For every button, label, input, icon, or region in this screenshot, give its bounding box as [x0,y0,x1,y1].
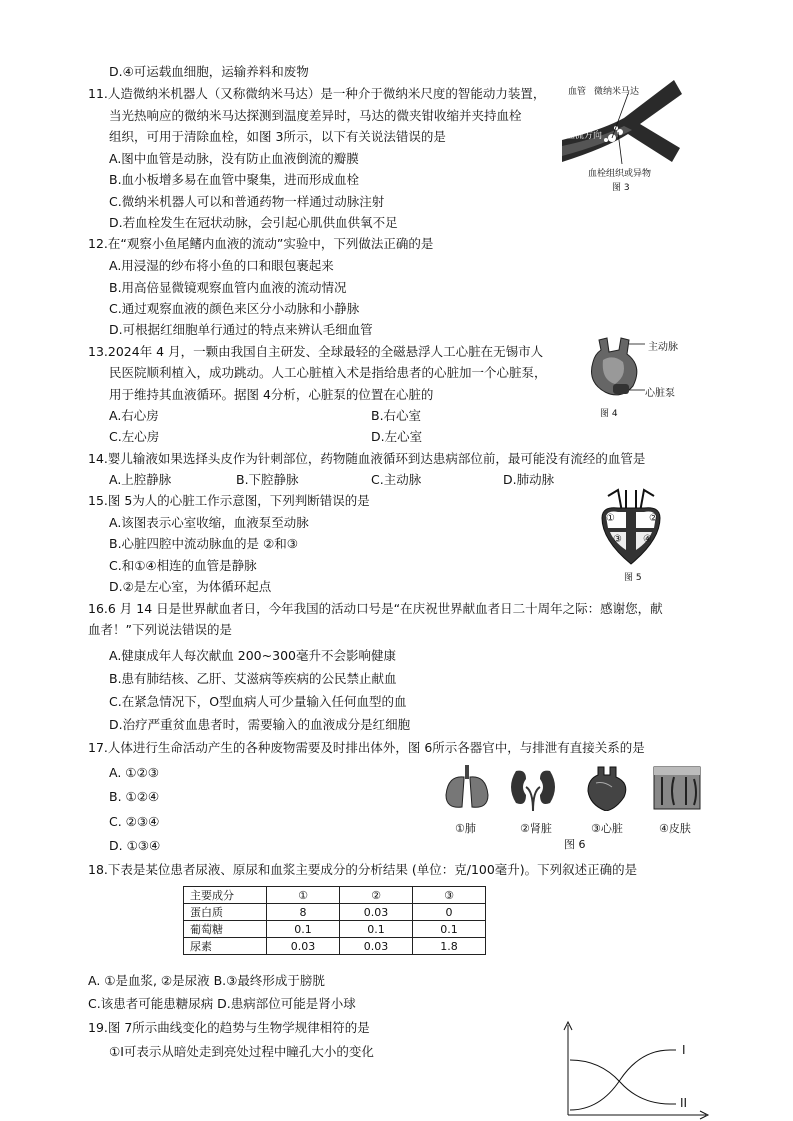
q13-option-a: A.右心房 [109,408,159,423]
table-cell: 0.1 [267,921,340,938]
table-cell: 0.03 [267,938,340,955]
q11-stem-2: 当光热响应的微纳米马达探测到温度差异时，马达的微夹钳收缩并夹持血栓 [109,108,522,123]
table-cell: 0.1 [413,921,486,938]
q17-stem: 17.人体进行生命活动产生的各种废物需要及时排出体外，图 6所示各器官中，与排泄有直接关系的是 [88,740,645,755]
q16-option-d: D.治疗严重贫血患者时，需要输入的血液成分是红细胞 [109,717,411,732]
q17-option-c: C. ②③④ [109,814,160,829]
heart-icon [582,765,632,811]
q18-table [183,886,486,955]
table-row [184,921,486,938]
table-header-cell: ① [267,887,340,904]
fig7-label-i: I [682,1043,686,1057]
table-header-cell: 主要成分 [184,887,267,904]
table-header-row [184,887,486,904]
fig3-label-clot: 血栓组织或异物 [588,169,652,179]
figure-7-curves [560,1020,720,1120]
fig4-label-pump: 心脏泵 [645,388,675,399]
q13-stem-1: 13.2024年 4 月，一颗由我国自主研发、全球最轻的全磁悬浮人工心脏在无锡市人 [88,344,544,359]
q14-option-c: C.主动脉 [371,472,422,487]
q14-stem: 14.婴儿输液如果选择头皮作为针刺部位，药物随血液循环到达患病部位前，最可能没有流经的血管是 [88,451,646,466]
fig5-caption: 图 5 [624,573,642,583]
fig6-label-kidney: ②肾脏 [520,822,552,835]
q12-stem: 12.在“观察小鱼尾鳍内血液的流动”实验中，下列做法正确的是 [88,236,434,251]
q12-option-a: A.用浸湿的纱布将小鱼的口和眼包裹起来 [109,258,334,273]
q17-option-a: A. ①②③ [109,765,159,780]
q11-option-a: A.图中血管是动脉，没有防止血液倒流的瓣膜 [109,151,359,166]
q19-statement-1: ①Ⅰ可表示从暗处走到亮处过程中瞳孔大小的变化 [109,1044,374,1059]
q12-option-c: C.通过观察血液的颜色来区分小动脉和小静脉 [109,301,360,316]
q15-option-c: C.和①④相连的血管是静脉 [109,558,257,573]
fig5-label-1: ① [606,513,615,524]
q15-option-b: B.心脏四腔中流动脉血的是 ②和③ [109,536,298,551]
skin-icon [652,765,702,811]
table-cell: 尿素 [184,938,267,955]
table-cell: 8 [267,904,340,921]
fig3-label-motor: 微纳米马达 [594,87,640,97]
table-cell: 0.03 [340,904,413,921]
fig3-label-flow: 血流方向 [566,131,603,141]
q15-option-d: D.②是左心室，为体循环起点 [109,579,272,594]
q14-option-d: D.肺动脉 [503,472,555,487]
q18-options-ab: A. ①是血浆, ②是尿液 B.③最终形成于膀胱 [88,973,325,988]
fig6-label-lung: ①肺 [455,822,476,835]
fig6-label-skin: ④皮肤 [659,822,691,835]
q11-stem-1: 11.人造微纳米机器人（又称微纳米马达）是一种介于微纳米尺度的智能动力装置， [88,86,546,101]
q10-option-d: D.④可运载血细胞，运输养料和废物 [109,64,309,79]
q15-stem: 15.图 5为人的心脏工作示意图，下列判断错误的是 [88,493,370,508]
table-header-cell: ② [340,887,413,904]
q17-option-d: D. ①③④ [109,838,161,853]
q14-option-a: A.上腔静脉 [109,472,172,487]
q15-option-a: A.该图表示心室收缩，血液泵至动脉 [109,515,309,530]
fig5-label-4: ④ [643,534,652,545]
q11-option-d: D.若血栓发生在冠状动脉，会引起心肌供血供氧不足 [109,215,398,230]
figure-4-heart-pump [585,336,645,402]
q14-option-b: B.下腔静脉 [236,472,299,487]
q11-option-c: C.微纳米机器人可以和普通药物一样通过动脉注射 [109,194,385,209]
q11-stem-3: 组织，可用于清除血栓，如图 3所示，以下有关说法错误的是 [109,129,446,144]
q19-stem: 19.图 7所示曲线变化的趋势与生物学规律相符的是 [88,1020,370,1035]
table-cell: 0.03 [340,938,413,955]
table-row [184,938,486,955]
q16-option-a: A.健康成年人每次献血 200~300毫升不会影响健康 [109,648,396,663]
q12-option-d: D.可根据红细胞单行通过的特点来辨认毛细血管 [109,322,373,337]
table-cell: 蛋白质 [184,904,267,921]
fig5-label-2: ② [649,513,658,524]
q16-stem-2: 血者！”下列说法错误的是 [88,622,232,637]
q13-option-b: B.右心室 [371,408,422,423]
table-cell: 1.8 [413,938,486,955]
q13-option-d: D.左心室 [371,429,423,444]
figure-5-heart-diagram [596,488,666,568]
fig5-label-3: ③ [613,534,622,545]
table-header-cell: ③ [413,887,486,904]
q18-options-cd: C.该患者可能患糖尿病 D.患病部位可能是肾小球 [88,996,356,1011]
fig4-caption: 图 4 [600,409,618,419]
q11-option-b: B.血小板增多易在血管中聚集，进而形成血栓 [109,172,360,187]
curve-ii [570,1060,676,1104]
lungs-icon [442,765,492,811]
q16-stem-1: 16.6 月 14 日是世界献血者日，今年我国的活动口号是“在庆祝世界献血者日二十周年之际：感谢您，献 [88,601,663,616]
q17-option-b: B. ①②④ [109,789,160,804]
fig3-label-vessel: 血管 [568,87,587,97]
table-cell: 葡萄糖 [184,921,267,938]
q13-stem-3: 用于维持其血液循环。据图 4分析，心脏泵的位置在心脏的 [109,387,434,402]
table-row [184,904,486,921]
q16-option-c: C.在紧急情况下，O型血病人可少量输入任何血型的血 [109,694,407,709]
table-cell: 0.1 [340,921,413,938]
fig4-label-aorta: 主动脉 [648,342,678,353]
table-cell: 0 [413,904,486,921]
fig7-label-ii: II [680,1096,688,1110]
fig6-label-heart: ③心脏 [591,822,623,835]
kidneys-icon [508,765,558,811]
q16-option-b: B.患有肺结核、乙肝、艾滋病等疾病的公民禁止献血 [109,671,397,686]
curve-i [570,1050,676,1110]
q18-stem: 18.下表是某位患者尿液、原尿和血浆主要成分的分析结果 (单位：克/100毫升)。下列叙述正确的是 [88,862,638,877]
q13-option-c: C.左心房 [109,429,160,444]
q13-stem-2: 民医院顺利植入，成功跳动。人工心脏植入术是指给患者的心脏加一个心脏泵， [109,365,547,380]
q12-option-b: B.用高倍显微镜观察血管内血液的流动情况 [109,280,347,295]
fig6-caption: 图 6 [564,838,586,851]
fig3-caption: 图 3 [612,183,630,193]
